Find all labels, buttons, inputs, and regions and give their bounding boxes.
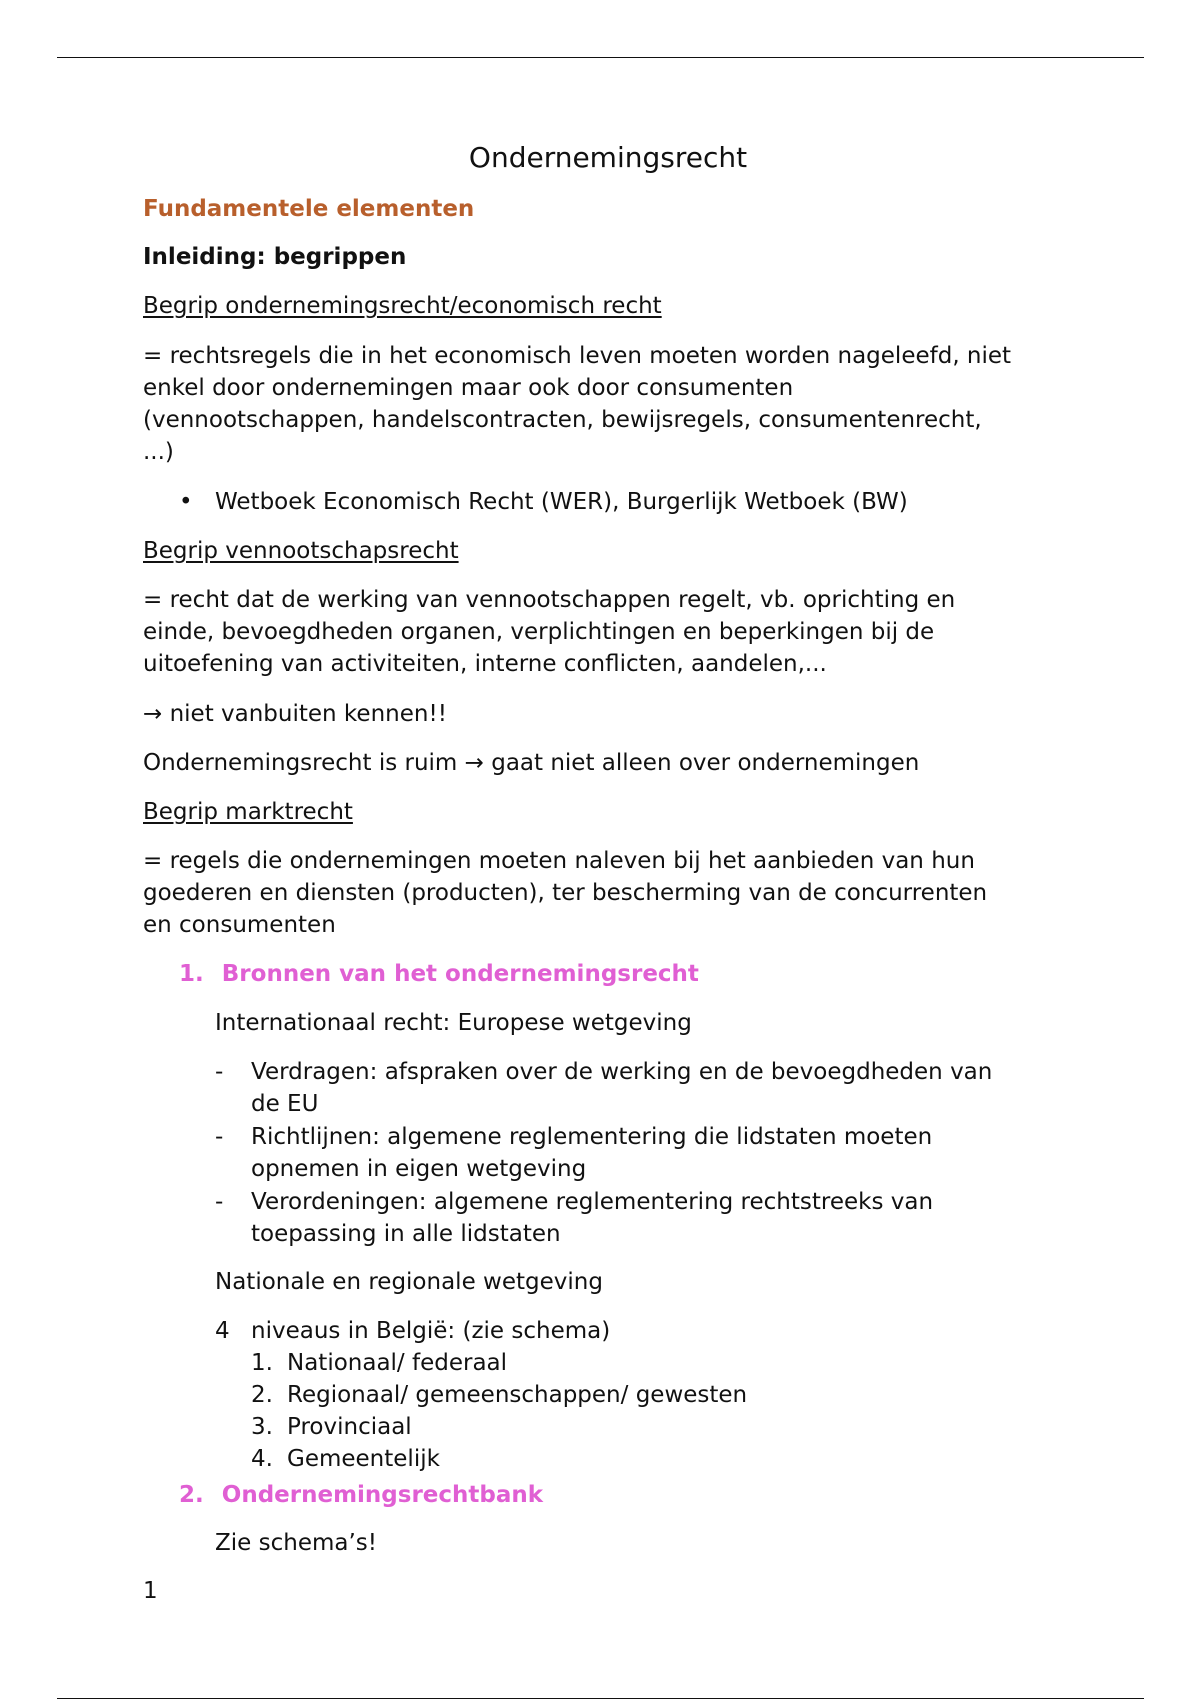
national-law-label: Nationale en regionale wetgeving <box>215 1269 603 1295</box>
heading-number: 1. <box>179 961 204 987</box>
note-line: → niet vanbuiten kennen!! <box>143 701 447 727</box>
bullet-icon: • <box>179 489 193 515</box>
paragraph-line: enkel door ondernemingen maar ook door consumenten <box>143 375 794 401</box>
dash-item-line: Verdragen: afspraken over de werking en de bevoegdheden van <box>251 1059 993 1085</box>
paragraph-line: en consumenten <box>143 912 336 938</box>
dash-item-line: Richtlijnen: algemene reglementering die lidstaten moeten <box>251 1124 933 1150</box>
page-number: 1 <box>143 1578 158 1604</box>
document-title: Ondernemingsrecht <box>468 141 748 174</box>
dash-item-verdragen <box>251 1056 1071 1120</box>
level-label: Provinciaal <box>287 1414 412 1440</box>
begrip-heading-marktrecht: Begrip marktrecht <box>143 799 353 825</box>
paragraph-line: = rechtsregels die in het economisch leven moeten worden nageleefd, niet <box>143 343 1012 369</box>
numbered-heading-ondernemingsrechtbank <box>179 1479 543 1511</box>
dash-marker: - <box>215 1124 224 1150</box>
bullet-item: Wetboek Economisch Recht (WER), Burgerlijk Wetboek (BW) <box>215 489 908 515</box>
level-label: Nationaal/ federaal <box>287 1350 508 1376</box>
paragraph-line: uitoefening van activiteiten, interne conflicten, aandelen,... <box>143 651 827 677</box>
dash-item-line: de EU <box>251 1091 319 1117</box>
dash-item-line: toepassing in alle lidstaten <box>251 1221 561 1247</box>
section-heading: Fundamentele elementen <box>143 196 475 222</box>
level-label: Regionaal/ gemeenschappen/ gewesten <box>287 1382 748 1408</box>
schema-note: Zie schema’s! <box>215 1530 377 1556</box>
dash-item-line: opnemen in eigen wetgeving <box>251 1156 587 1182</box>
numbered-heading-bronnen <box>179 958 699 990</box>
level-number: 3. <box>251 1414 273 1440</box>
paragraph-line: = recht dat de werking van vennootschappen regelt, vb. oprichting en <box>143 587 956 613</box>
top-rule <box>57 57 1144 58</box>
dash-marker: - <box>215 1059 224 1085</box>
subheading: Inleiding: begrippen <box>143 244 407 270</box>
levels-label: niveaus in België: (zie schema) <box>251 1318 611 1344</box>
paragraph-line: = regels die ondernemingen moeten naleven bij het aanbieden van hun <box>143 848 975 874</box>
dash-item-line: Verordeningen: algemene reglementering rechtstreeks van <box>251 1189 934 1215</box>
heading-text: Ondernemingsrechtbank <box>221 1482 544 1508</box>
paragraph-line: einde, bevoegdheden organen, verplichtingen en beperkingen bij de <box>143 619 935 645</box>
begrip-heading-vennootschapsrecht: Begrip vennootschapsrecht <box>143 538 459 564</box>
heading-number: 2. <box>179 1482 204 1508</box>
dash-marker: - <box>215 1189 224 1215</box>
bottom-rule <box>57 1698 1144 1699</box>
dash-item-verordeningen <box>251 1186 1071 1250</box>
dash-item-richtlijnen <box>251 1121 1071 1185</box>
paragraph-line: goederen en diensten (producten), ter bescherming van de concurrenten <box>143 880 988 906</box>
intl-law-label: Internationaal recht: Europese wetgeving <box>215 1010 692 1036</box>
begrip-heading-ondernemingsrecht: Begrip ondernemingsrecht/economisch recht <box>143 293 662 319</box>
note-line: Ondernemingsrecht is ruim → gaat niet alleen over ondernemingen <box>143 750 920 776</box>
levels-number: 4 <box>215 1318 230 1344</box>
paragraph-line: (vennootschappen, handelscontracten, bewijsregels, consumentenrecht, <box>143 407 982 433</box>
level-number: 2. <box>251 1382 273 1408</box>
level-label: Gemeentelijk <box>287 1446 440 1472</box>
level-number: 4. <box>251 1446 273 1472</box>
heading-text: Bronnen van het ondernemingsrecht <box>221 961 699 987</box>
level-number: 1. <box>251 1350 273 1376</box>
paragraph-line: ...) <box>143 439 174 465</box>
